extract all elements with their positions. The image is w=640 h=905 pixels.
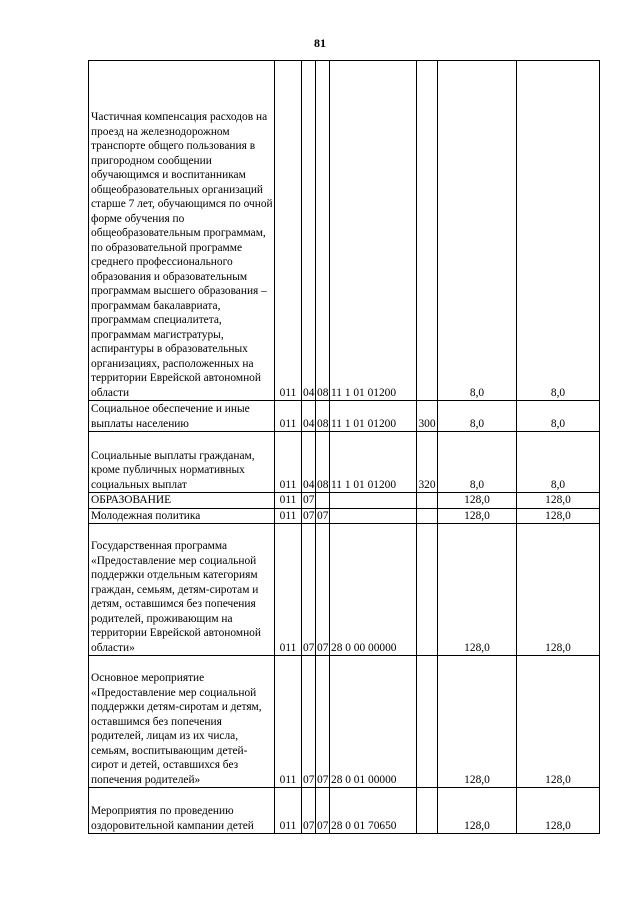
expense-type-cell: 320 bbox=[417, 432, 438, 493]
subsection-code-cell: 08 bbox=[316, 432, 330, 493]
table-row bbox=[89, 788, 600, 834]
target-code-cell bbox=[330, 508, 417, 524]
section-code-cell: 07 bbox=[302, 656, 316, 788]
row-name-cell: Государственная программа «Предоставление мер социальной поддержки отдельным категориям граждан, семьям, детям-сиротам и детям, оставшимся без попечения родителей, проживающим на территории Еврейской автономной области» bbox=[89, 524, 275, 656]
target-code-cell bbox=[330, 493, 417, 509]
ministry-code-cell: 011 bbox=[275, 788, 302, 834]
ministry-code-cell: 011 bbox=[275, 524, 302, 656]
table-row bbox=[89, 493, 600, 509]
table-row bbox=[89, 524, 600, 656]
section-code-cell: 07 bbox=[302, 524, 316, 656]
amount-cell: 128,0 bbox=[517, 656, 600, 788]
table-row bbox=[89, 656, 600, 788]
ministry-code-cell: 011 bbox=[275, 508, 302, 524]
amount-cell: 8,0 bbox=[438, 401, 517, 432]
section-code-cell: 04 bbox=[302, 401, 316, 432]
target-code-cell: 28 0 00 00000 bbox=[330, 524, 417, 656]
table-row bbox=[89, 432, 600, 493]
row-name-cell: Основное мероприятие «Предоставление мер социальной поддержки детям-сиротам и детям, оставшимся без попечения родителей, лицам из их числа, семьям, воспитывающим детей-сирот и детей, оставшихся без попечения родителей» bbox=[89, 656, 275, 788]
amount-cell: 128,0 bbox=[438, 656, 517, 788]
amount-cell: 128,0 bbox=[438, 508, 517, 524]
amount-cell: 128,0 bbox=[517, 493, 600, 509]
expense-type-cell bbox=[417, 508, 438, 524]
subsection-code-cell: 08 bbox=[316, 61, 330, 401]
section-code-cell: 04 bbox=[302, 61, 316, 401]
amount-cell: 128,0 bbox=[517, 524, 600, 656]
subsection-code-cell: 07 bbox=[316, 524, 330, 656]
amount-cell: 128,0 bbox=[438, 524, 517, 656]
target-code-cell: 28 0 01 70650 bbox=[330, 788, 417, 834]
expense-type-cell bbox=[417, 788, 438, 834]
amount-cell: 8,0 bbox=[438, 432, 517, 493]
subsection-code-cell: 07 bbox=[316, 788, 330, 834]
amount-cell: 128,0 bbox=[438, 788, 517, 834]
row-name-cell: Социальные выплаты гражданам, кроме публичных нормативных социальных выплат bbox=[89, 432, 275, 493]
table-row bbox=[89, 508, 600, 524]
subsection-code-cell: 08 bbox=[316, 401, 330, 432]
target-code-cell: 28 0 01 00000 bbox=[330, 656, 417, 788]
row-name-cell: Социальное обеспечение и иные выплаты населению bbox=[89, 401, 275, 432]
budget-table bbox=[88, 60, 600, 834]
row-name-cell: Частичная компенсация расходов на проезд на железнодорожном транспорте общего пользования в пригородном сообщении обучающимся и воспитанникам общеобразовательных организаций старше 7 лет, обучающимся по очной форме обучения по общеобразовательным программам, по образовательной программе среднего профессионального образования и образовательным программам высшего образования – программам бакалавриата, программам специалитета, программам магистратуры, аспирантуры в образовательных организациях, расположенных на территории Еврейской автономной области bbox=[89, 61, 275, 401]
ministry-code-cell: 011 bbox=[275, 61, 302, 401]
section-code-cell: 04 bbox=[302, 432, 316, 493]
amount-cell: 128,0 bbox=[438, 493, 517, 509]
amount-cell: 128,0 bbox=[517, 788, 600, 834]
expense-type-cell bbox=[417, 656, 438, 788]
expense-type-cell: 300 bbox=[417, 401, 438, 432]
amount-cell: 8,0 bbox=[517, 432, 600, 493]
amount-cell: 8,0 bbox=[517, 61, 600, 401]
row-name-cell: Молодежная политика bbox=[89, 508, 275, 524]
table-row bbox=[89, 401, 600, 432]
ministry-code-cell: 011 bbox=[275, 656, 302, 788]
target-code-cell: 11 1 01 01200 bbox=[330, 401, 417, 432]
section-code-cell: 07 bbox=[303, 494, 315, 506]
subsection-code-cell bbox=[316, 493, 330, 509]
section-code-cell: 07 bbox=[302, 788, 316, 834]
subsection-code-cell: 07 bbox=[316, 656, 330, 788]
amount-cell: 128,0 bbox=[517, 508, 600, 524]
ministry-code-cell: 011 bbox=[275, 401, 302, 432]
ministry-code-cell: 011 bbox=[275, 493, 302, 509]
expense-type-cell bbox=[417, 61, 438, 401]
amount-cell: 8,0 bbox=[517, 401, 600, 432]
subsection-code-cell: 07 bbox=[317, 509, 329, 522]
expense-type-cell bbox=[417, 524, 438, 656]
expense-type-cell bbox=[417, 493, 438, 509]
row-name-cell: ОБРАЗОВАНИЕ bbox=[89, 493, 275, 509]
target-code-cell: 11 1 01 01200 bbox=[330, 432, 417, 493]
section-code-cell: 07 bbox=[303, 509, 315, 522]
table-body bbox=[89, 61, 600, 834]
row-name-cell: Мероприятия по проведению оздоровительной кампании детей bbox=[89, 788, 275, 834]
target-code-cell: 11 1 01 01200 bbox=[330, 61, 417, 401]
amount-cell: 8,0 bbox=[438, 61, 517, 401]
ministry-code-cell: 011 bbox=[275, 432, 302, 493]
page-number: 81 bbox=[314, 36, 326, 50]
table-row bbox=[89, 61, 600, 401]
